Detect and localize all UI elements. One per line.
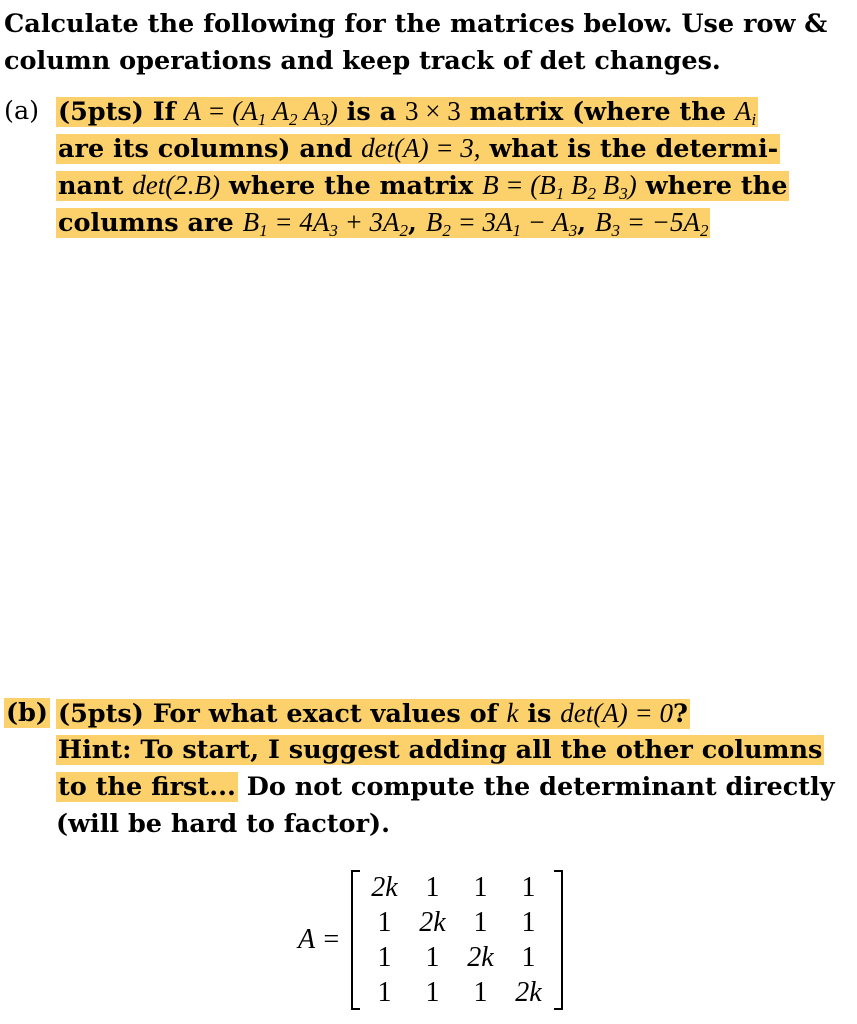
- part-a-body: [56, 93, 849, 241]
- matrix-table: [361, 870, 553, 1010]
- matrix-cell: 2k: [419, 906, 446, 938]
- part-a-line-1: (5pts) If $A = (A_1$ $A_2$ $A_3$) is a 3 × 3 matrix (where the $A_i$: [58, 96, 757, 129]
- matrix-cell: 1: [473, 976, 488, 1008]
- matrix-cell: 1: [425, 941, 440, 973]
- matrix-row: [361, 975, 553, 1010]
- part-b-line-2: Hint: To start, I suggest adding all the other columns: [58, 735, 823, 765]
- matrix-cell: 1: [377, 906, 392, 938]
- part-a-label: (a): [4, 96, 40, 126]
- matrix-cell: 2k: [515, 976, 542, 1008]
- part-b-label: (b): [6, 698, 48, 728]
- matrix-cell: 1: [425, 976, 440, 1008]
- matrix-cell: 2k: [371, 871, 398, 903]
- part-a-line-4: columns are $B_1 = 4A_3 + 3A_2$, $B_2 = 3A_1 - A_3$, $B_3 = -5A_2$: [58, 207, 709, 240]
- matrix-lhs: A =: [298, 924, 341, 955]
- matrix-A: [298, 866, 563, 1014]
- matrix-cell: 1: [521, 871, 536, 903]
- part-b-line-4: (will be hard to factor).: [56, 809, 390, 839]
- part-b-line-1: (5pts) For what exact values of k is det(A) = 0?: [58, 698, 688, 729]
- matrix-cell: 1: [473, 871, 488, 903]
- matrix-cell: 1: [521, 906, 536, 938]
- part-a-line-3: nant det(2.B) where the matrix $B = (B_1$ $B_2$ $B_3$) where the: [58, 170, 788, 203]
- intro-line-2: column operations and keep track of det changes.: [4, 46, 721, 76]
- part-a-line-2: are its columns) and det(A) = 3, what is the determi-: [58, 133, 779, 164]
- part-b-line-3: to the first... Do not compute the determinant directly: [58, 772, 835, 802]
- matrix-row: [361, 870, 553, 905]
- matrix-row: [361, 905, 553, 940]
- matrix-cell: 1: [473, 906, 488, 938]
- matrix-cell: 1: [377, 976, 392, 1008]
- part-a: [4, 93, 849, 241]
- part-b-body: [56, 695, 849, 843]
- matrix-cell: 1: [521, 941, 536, 973]
- intro-line-1: Calculate the following for the matrices below. Use row &: [4, 9, 828, 39]
- matrix-cell: 1: [425, 871, 440, 903]
- matrix-cell: 1: [377, 941, 392, 973]
- matrix-cell: 2k: [467, 941, 494, 973]
- matrix-row: [361, 940, 553, 975]
- matrix-brackets: [351, 870, 563, 1010]
- part-b: [4, 695, 849, 843]
- intro-text: [4, 6, 849, 80]
